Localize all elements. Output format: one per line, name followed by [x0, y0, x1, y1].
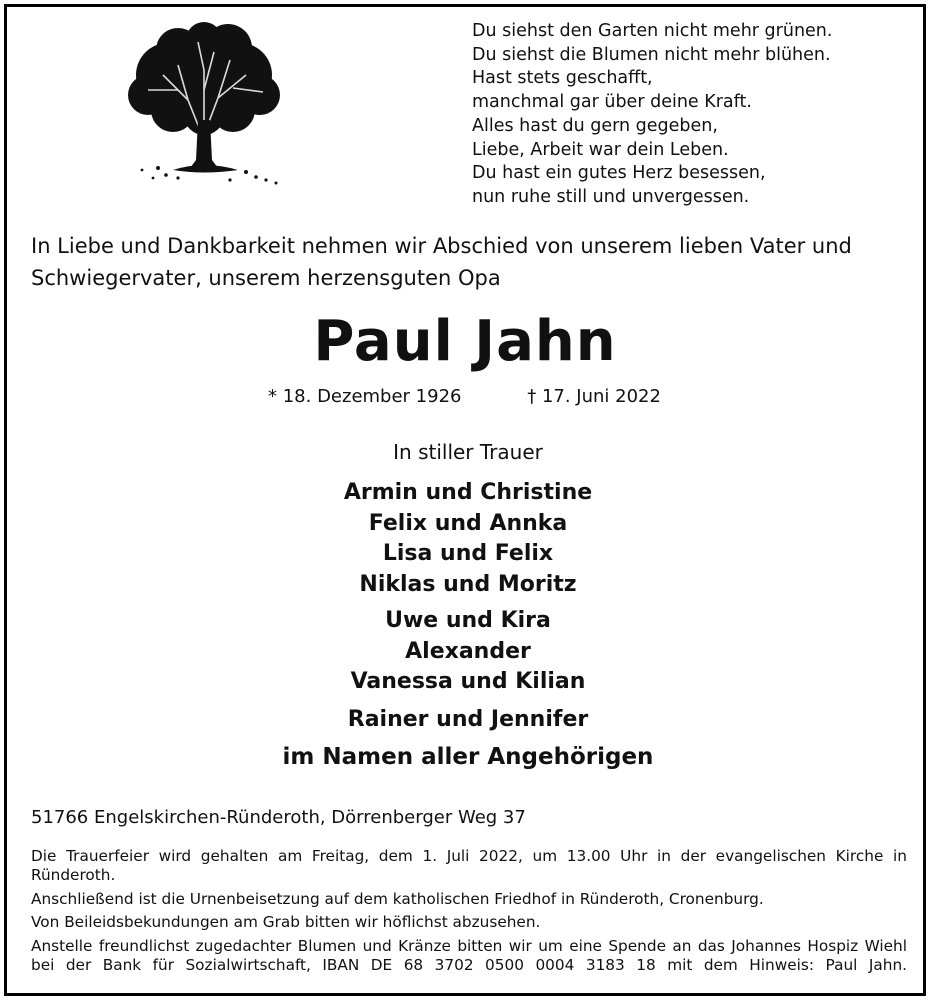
poem-line: Liebe, Arbeit war dein Leben. [472, 139, 729, 160]
mourning-closing [0, 742, 930, 773]
mourner-name: Vanessa und Kilian [350, 669, 586, 694]
poem-line: Du siehst die Blumen nicht mehr blühen. [472, 44, 831, 65]
address: 51766 Engelskirchen-Ründeroth, Dörrenberger Weg 37 [31, 807, 526, 828]
poem-line: manchmal gar über deine Kraft. [472, 92, 752, 113]
mourner-name: Niklas und Moritz [359, 571, 577, 597]
closing-line: im Namen aller Angehörigen [282, 744, 654, 770]
tree-icon [118, 20, 290, 190]
condolence-note: Von Beileidsbekundungen am Grab bitten wir höflichst abzusehen. [31, 913, 541, 931]
poem-line: Alles hast du gern gegeben, [472, 115, 718, 136]
funeral-note: Die Trauerfeier wird gehalten am Freitag, dem 1. Juli 2022, um 13.00 Uhr in der evangelischen Kirche in Ründeroth. [31, 847, 907, 884]
mourner-name: Rainer und Jennifer [347, 707, 589, 732]
mourner-name: Lisa und Felix [382, 541, 554, 566]
poem-line: Hast stets geschafft, [472, 68, 653, 89]
mourner-name: Alexander [405, 638, 531, 664]
intro-line: In Liebe und Dankbarkeit nehmen wir Abschied von unserem lieben Vater und [31, 234, 852, 258]
poem-line: nun ruhe still und unvergessen. [472, 186, 750, 207]
mourner-name: Felix und Annka [368, 510, 568, 536]
mourner-group [0, 705, 930, 736]
poem [472, 20, 892, 210]
birth-date: * 18. Dezember 1926 [268, 386, 462, 407]
burial-note: Anschließend ist die Urnenbeisetzung auf dem katholischen Friedhof in Ründeroth, Cronenburg. [31, 889, 764, 908]
mourner-name: Armin und Christine [343, 480, 593, 505]
donation-note: Anstelle freundlichst zugedachter Blumen und Kränze bitten wir um eine Spende an das Johannes Hospiz Wiehl bei der Bank für Sozialwirtschaft, IBAN DE 68 3702 0500 0004 3183 18 mit dem Hinweis: Paul Jahn. [31, 936, 907, 974]
death-date: † 17. Juni 2022 [527, 386, 661, 407]
mourner-group [0, 478, 930, 600]
mourner-name: Uwe und Kira [385, 608, 551, 633]
intro-text [31, 230, 911, 294]
funeral-notes [31, 847, 907, 979]
poem-line: Du siehst den Garten nicht mehr grünen. [472, 21, 833, 41]
poem-line: Du hast ein gutes Herz besessen, [472, 163, 766, 184]
deceased-name: Paul Jahn [313, 309, 617, 374]
life-dates [268, 386, 661, 407]
mourner-group [0, 606, 930, 698]
mourning-heading: In stiller Trauer [393, 440, 543, 464]
intro-line: Schwiegervater, unserem herzensguten Opa [31, 266, 501, 290]
